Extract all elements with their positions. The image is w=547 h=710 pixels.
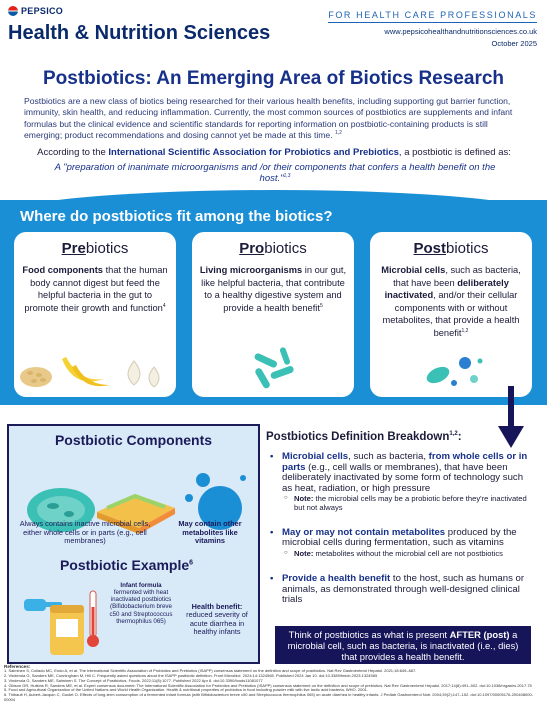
quote-refs: 1,3 [283, 172, 291, 179]
benefit-text: reduced severity of acute diarrhea in healthy infants [186, 610, 248, 637]
formula-can-icon [50, 605, 84, 655]
reference-item: 6. Thibault H, Aubert-Jacquin C, Goulet O. Effects of long-term consumption of a fermented infant formula (with Bifidobacterium breve c50 and Streptococcus thermophilus 065) on acute diarrhea in healthy infants. J Pediatr Gastroenterol Nutr. 2004;39(2):147–152. doi:10.1097/00005176-200408000-00004 [4, 692, 534, 702]
intro-text: Postbiotics are a new class of biotics being researched for their various health benefits, including supporting gut barrier function, immunity, skin health, and reducing inflammation. Currently, the most common sources of postbiotics are supplements and infant formulas but the clinical evidence and scientific standards for reporting information on postbiotic-containing products is still emerging; product recommendations and dosing cannot yet be made at this time. [24, 96, 513, 141]
down-arrow-icon [498, 386, 524, 450]
breakdown-heading: Postbiotics Definition Breakdown$^{1,2}$: [266, 431, 462, 443]
reference-item: 1. Salminen S, Collado MC, Endo A, et al. The International Scientific Association of Probiotics and Prebiotics (ISAPP) consensus statement on the definition and scope of postbiotics. Nat Rev Gastroenterol Hepatol. 2021;18:649–667. [4, 668, 417, 674]
probiotics-card [192, 232, 354, 397]
think-callout [275, 626, 531, 664]
postbiotics-title [377, 240, 525, 257]
brand-title: Health & Nutrition Sciences [8, 22, 271, 44]
item-1-bold: Microbial cells [282, 451, 349, 462]
oats-icon [20, 367, 52, 387]
benefit-label: Health benefit: [191, 602, 243, 611]
formula-strains: (Bifidobacterium breve c50 and Streptococcus thermophilus 065) [109, 603, 173, 625]
breakdown-ref: 1,2 [449, 431, 458, 438]
example-heading [0, 557, 253, 573]
item-2-note-label: Note: [294, 548, 314, 558]
item-3-text: to the host, such as humans or animals, as demonstrated through well-designed clinical trials [282, 573, 525, 606]
bacteria-icon [253, 347, 294, 390]
postbiotics-prefix: Post [413, 240, 446, 257]
breakdown-heading-text: Postbiotics Definition Breakdown [266, 431, 450, 443]
components-heading: Postbiotic Components [54, 432, 213, 448]
breakdown-list [270, 452, 532, 622]
prebiotic-foods-illustration [14, 345, 176, 393]
postbiotics-suffix: biotics [445, 240, 489, 257]
item-2-bold: May or may not contain metabolites [282, 526, 446, 538]
item-1-note-text: the microbial cells may be a probiotic before they're inactivated but not always [294, 494, 527, 512]
probiotics-description [199, 264, 347, 314]
definition-quote-text: A "preparation of inanimate microorganisms and /or their components that confers a health benefit on the host." [54, 162, 496, 185]
item-1-note-label: Note: [294, 494, 314, 504]
may-contain-caption: May contain other metabolites like vitamins [178, 519, 242, 546]
biotics-heading: Where do postbiotics fit among the biotics? [20, 208, 333, 225]
probiotics-bold: Living microorganisms [199, 265, 303, 275]
prebiotics-description [21, 264, 169, 314]
prebiotics-text: that the human body cannot digest but feed the helpful bacteria in the gut to promote their growth and function [24, 265, 168, 313]
pepsi-globe-icon [8, 6, 18, 16]
references-heading: References: [4, 664, 31, 669]
postbiotics-text-a: , such as bacteria, that have been [393, 265, 521, 288]
item-1-note [282, 495, 532, 512]
item-2-note [282, 550, 532, 558]
definition-lead [24, 147, 524, 158]
probiotics-text: in our gut, like helpful bacteria, that contribute to a healthy digestive system and provide a health benefit [201, 265, 347, 313]
always-contains-caption: Always contains inactive microbial cells, either whole cells or in parts (e.g., cell membranes) [19, 519, 151, 546]
example-ref: 6 [189, 559, 194, 567]
isapp-name: International Scientific Association for Probiotics and Prebiotics [108, 147, 399, 158]
formula-bold: Infant formula [120, 582, 162, 589]
probiotics-ref: 5 [319, 302, 323, 309]
intro-paragraph [24, 96, 524, 142]
postbiotics-ref: 1,2 [461, 327, 469, 334]
garlic-icon [128, 361, 159, 387]
item-3-bold: Provide a health benefit [282, 573, 391, 585]
item-2-text: produced by the microbial cells during fermentation, such as vitamins [282, 526, 517, 549]
list-item [270, 528, 532, 558]
publication-date: October 2025 [491, 39, 537, 48]
item-1-text-a: , such as bacteria, [348, 451, 429, 462]
prebiotics-card [14, 232, 176, 397]
postbiotics-bold2: deliberately inactivated [384, 277, 509, 301]
inactive-bacteria-icon [424, 357, 482, 386]
banana-icon [62, 357, 110, 386]
formula-text: fermented with heat inactivated postbiotics [110, 589, 172, 604]
website-link[interactable]: www.pepsicohealthandnutritionsciences.co.uk [384, 27, 537, 36]
definition-lead-text: According to the [37, 147, 106, 158]
thermometer-icon [87, 591, 99, 647]
references [4, 664, 544, 702]
intro-refs: 1,2 [335, 130, 342, 137]
probiotics-prefix: Pro [239, 240, 265, 257]
reference-item: 2. Vinderola G, Sanders ME, Cunningham M, Hill C. Frequently asked questions about the ISAPP postbiotic definition. Front Microbiol. 2024;14:1324565. Published 2024 Jan 10. doi:10.3389/fmicb.2023.1324565 [4, 673, 378, 679]
item-1-text-b: (e.g., cell walls or membranes), that have been deliberately inactivated by some form of technology such as heat, radiation, or high pressure [282, 461, 524, 494]
live-bacteria-illustration [192, 345, 354, 393]
pepsico-logo [8, 6, 63, 16]
logo-text: PEPSICO [21, 6, 64, 16]
definition-quote [40, 163, 510, 185]
page-title: Postbiotics: An Emerging Area of Biotics Research [42, 68, 505, 89]
prebiotics-suffix: biotics [85, 240, 129, 257]
formula-description [108, 582, 174, 625]
definition-tail: , a postbiotic is defined as: [398, 147, 511, 158]
probiotics-suffix: biotics [264, 240, 307, 257]
header [0, 0, 547, 58]
postbiotics-text-b: , and/or their cellular components with or without metabolites, that provide a health benefit [382, 290, 520, 338]
think-text-b: a microbial cell, such as bacteria, is inactivated (i.e., dies) that provides a health benefit. [287, 629, 519, 663]
postbiotics-bold: Microbial cells [381, 265, 446, 275]
audience-label: FOR HEALTH CARE PROFESSIONALS [328, 10, 537, 23]
prebiotics-title [21, 240, 169, 257]
health-benefit [178, 603, 256, 637]
reference-item: 3. Vinderola G, Sanders ME, Salminen S. The Concept of Postbiotics. Foods. 2022;11(8):1077. Published 2022 Apr 8. doi:10.3390/foods11081077 [4, 677, 263, 683]
list-item [270, 452, 532, 512]
probiotics-title [199, 240, 347, 257]
list-item [270, 574, 532, 606]
think-text-a: Think of postbiotics as what is present [288, 629, 450, 640]
item-2-note-text: metabolites without the microbial cell are not postbiotics [313, 548, 503, 558]
example-heading-text: Postbiotic Example [59, 557, 190, 573]
reference-item: 4. Gibson GR, Hutkins R, Sanders ME, et al. Expert consensus document: The International Scientific Association for Probiotics and Prebiotics (ISAPP) consensus statement on the definition and scope of prebiotics. Nat Rev Gastroenterol Hepatol. 2017;14(8):491–502. doi:10.1038/nrgastro.2017.75 [4, 682, 532, 688]
reference-item: 5. Food and Agricultural Organization of the United Nations and World Health Organization. Health & nutritional properties of probiotics in food including powder milk with live lactic acid bacteria. WHO. 2001. [4, 687, 368, 693]
prebiotics-prefix: Pre [61, 240, 86, 257]
prebiotics-ref: 4 [162, 302, 166, 309]
prebiotics-bold: Food components [22, 265, 103, 275]
postbiotics-description [377, 264, 525, 339]
postbiotics-card [370, 232, 532, 397]
infant-formula-illustration [20, 583, 105, 659]
item-1-bold2: from whole cells or in parts [282, 451, 528, 473]
think-bold: AFTER (post) [449, 629, 510, 640]
